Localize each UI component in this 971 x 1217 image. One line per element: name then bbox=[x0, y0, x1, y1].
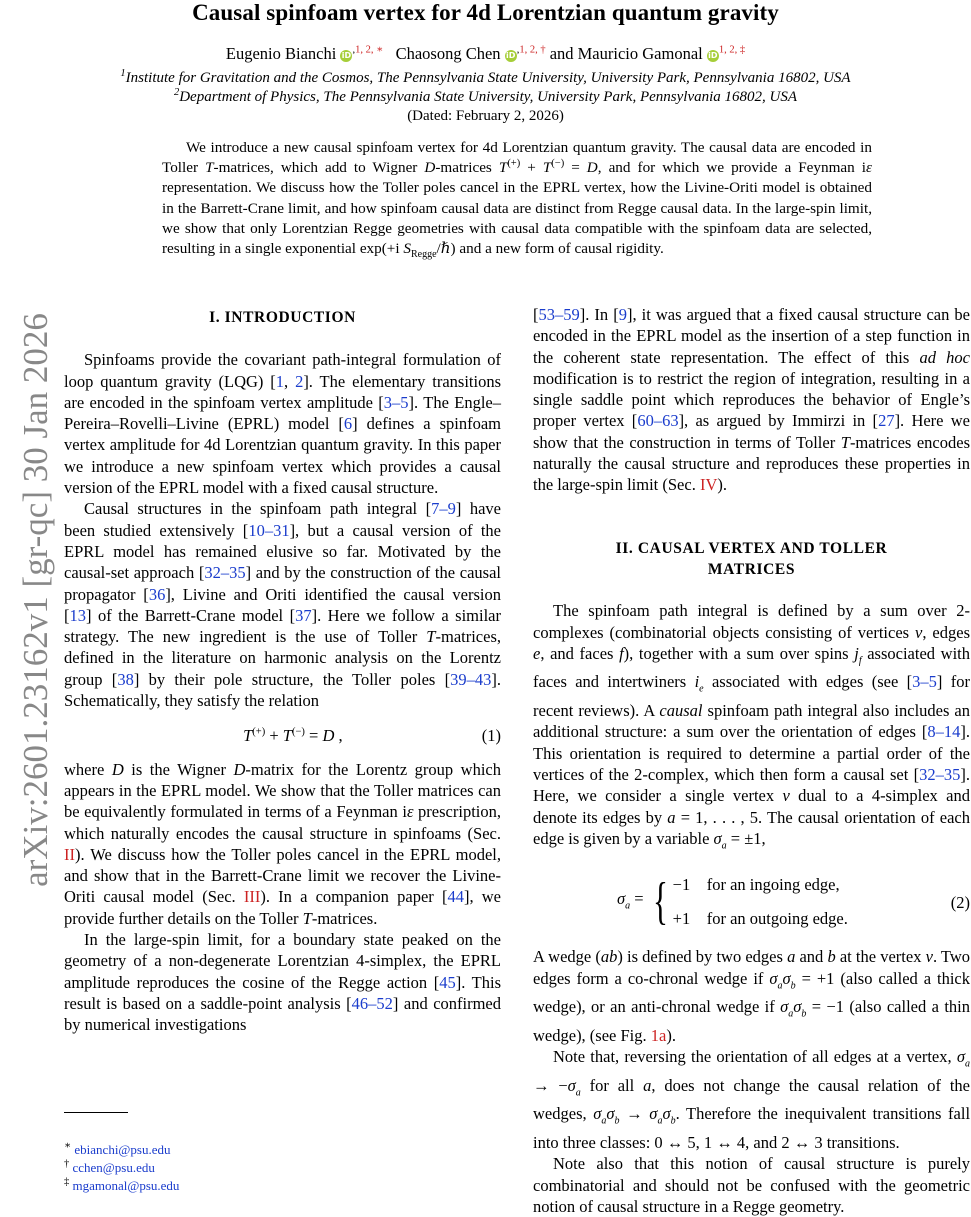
orcid-icon[interactable]: iD bbox=[341, 51, 352, 60]
citation-link[interactable]: 39–43 bbox=[450, 669, 492, 689]
section-link[interactable]: III bbox=[243, 887, 261, 907]
dated-line: (Dated: February 2, 2026) bbox=[407, 108, 564, 124]
citation-link[interactable]: 2 bbox=[295, 371, 304, 391]
citation-link[interactable]: 3–5 bbox=[383, 392, 409, 412]
author-name: Mauricio Gamonal bbox=[577, 44, 703, 63]
citation-link[interactable]: 45 bbox=[439, 972, 456, 992]
equation-number: (1) bbox=[481, 726, 501, 746]
figure-link[interactable]: 1a bbox=[650, 1025, 667, 1045]
footnote-mark: ‡ bbox=[64, 1176, 70, 1188]
email-link[interactable]: cchen@psu.edu bbox=[72, 1160, 155, 1175]
citation-link[interactable]: 27 bbox=[878, 411, 895, 431]
citation-link[interactable]: 6 bbox=[343, 414, 353, 434]
citation-link[interactable]: 10–31 bbox=[248, 520, 290, 540]
section-heading: II. CAUSAL VERTEX AND TOLLER MATRICES bbox=[615, 539, 888, 578]
author-list: Eugenio Bianchi $iD^{,1, 2, ∗}$ Chaosong Chen $iD^{,1, 2, \dagger}$ and Mauricio Gamonal $iD^{1, 2, \ddagger}$ bbox=[225, 44, 746, 63]
citation-link[interactable]: 1 bbox=[275, 371, 285, 391]
footnote-mark: † bbox=[64, 1158, 70, 1170]
paper-title: Causal spinfoam vertex for 4d Lorentzian quantum gravity bbox=[192, 0, 779, 25]
left-column: I. INTRODUCTION Spinfoams provide the covariant path-integral formulation of loop quantum gravity (LQG) [1, 2]. The elementary transitions are encoded in the spinfoam vertex amplitude [3–5]. The Engle–Pereira–Rovelli–Livine (EPRL) model [6] defines a spinfoam vertex amplitude for 4d Lorentzian quantum gravity. In this paper we introduce a new spinfoam vertex which provides a causal version of the EPRL model with a fixed causal structure. Causal structures in the spinfoam path integral [7–9] have been studied extensively [10–31], but a causal version of the EPRL model has remained elusive so far. Motivated by the causal-set approach [32–35] and by the construction of the causal propagator [36], Livine and Oriti identified the causal version [13] of the Barrett-Crane model [37]. Here we follow a similar strategy. The new ingredient is the use of Toller T-matrices, defined in the literature on harmonic analysis on the Lorentz group [38] by their pole structure, the Toller poles [39–43]. Schematically, they satisfy the relation T(+) + T(−) = D , (1) where D is the Wigner D-matrix for the Lorentz group which appears in the EPRL model. We show that the Toller matrices can be equivalently formulated in terms of a Feynman iε prescription, which naturally encodes the causal structure in spinfoams (Sec. II). We discuss how the Toller poles cancel in the EPRL model, and show that in the Barrett-Crane limit we recover the Livine-Oriti causal model (Sec. III). In a companion paper [44], we provide further details on the Toller T-matrices. In the large-spin limit, for a boundary state peaked on the geometry of a non-degenerate Lorentzian 4-simplex, the EPRL amplitude reproduces the cosine of the Regge action [45]. This result is based on a saddle-point analysis [46–52] and confirmed by numerical investigations bbox=[64, 309, 502, 1035]
email-link[interactable]: mgamonal@psu.edu bbox=[72, 1178, 180, 1193]
citation-link[interactable]: 53–59 bbox=[538, 305, 580, 324]
abstract: We introduce a new causal spinfoam vertex for 4d Lorentzian quantum gravity. The causal data are encoded in Toller T-matrices, which add to Wigner D-matrices T(+) + T(−) = D, and for which we provide a Feynman iε representation. We discuss how the Toller poles cancel in the EPRL vertex, how the Livine-Oriti model is obtained in the Barrett-Crane limit, and how spinfoam causal data are distinct from Regge causal data. In the large-spin limit, we show that only Lorentzian Regge geometries with causal data compatible with the spinfoam data are selected, resulting in a single exponential exp(+i $S_{Regge}/\hbar$) and a new form of causal rigidity. bbox=[162, 139, 872, 261]
orcid-icon[interactable]: iD bbox=[708, 51, 718, 60]
affiliation-num: 1 bbox=[120, 68, 126, 79]
citation-link[interactable]: 36 bbox=[148, 584, 166, 604]
footnote bbox=[64, 1178, 179, 1194]
section-link[interactable]: II bbox=[64, 844, 75, 864]
citation-link[interactable]: 13 bbox=[69, 605, 86, 625]
email-link[interactable]: ebianchi@psu.edu bbox=[74, 1142, 171, 1157]
citation-link[interactable]: 32–35 bbox=[204, 563, 246, 583]
orcid-icon[interactable]: iD bbox=[505, 51, 516, 60]
equation-1: T(+) + T(−) = D , (1) bbox=[243, 726, 501, 746]
footnote-rule bbox=[64, 1112, 128, 1113]
equation-number: (2) bbox=[950, 892, 970, 912]
citation-link[interactable]: 7–9 bbox=[431, 499, 456, 519]
equation-case: for an outgoing edge. bbox=[706, 909, 848, 929]
author-connector: and bbox=[549, 44, 574, 63]
citation-link[interactable]: 9 bbox=[618, 305, 627, 324]
section-heading: I. INTRODUCTION bbox=[209, 309, 356, 326]
author-name: Eugenio Bianchi bbox=[225, 44, 337, 63]
section-link[interactable]: IV bbox=[699, 475, 718, 495]
equation-case: for an ingoing edge, bbox=[706, 875, 840, 895]
author-affil-marks[interactable]: 1, 2, ‡ bbox=[718, 44, 746, 56]
footnote bbox=[64, 1160, 155, 1176]
author-affil-marks[interactable]: 1, 2, ∗ bbox=[355, 44, 384, 56]
affiliation-text: Institute for Gravitation and the Cosmos, The Pennsylvania State University, University Park, Pennsylvania 16802, USA bbox=[125, 70, 851, 86]
citation-link[interactable]: 32–35 bbox=[919, 764, 961, 784]
author-affil-marks[interactable]: 1, 2, † bbox=[519, 44, 546, 56]
affiliation-1 bbox=[0, 70, 971, 87]
author-name: Chaosong Chen bbox=[395, 44, 501, 63]
citation-link[interactable]: 60–63 bbox=[637, 411, 679, 431]
citation-link[interactable]: 8–14 bbox=[927, 722, 961, 742]
equation-2: $\sigma_a$ = { −1 for an ingoing edge, +1 for an outgoing edge. (2) bbox=[617, 873, 970, 931]
footnote bbox=[64, 1142, 170, 1158]
citation-link[interactable]: 44 bbox=[447, 887, 464, 907]
affiliation-text: Department of Physics, The Pennsylvania State University, University Park, Pennsylvania 16802, USA bbox=[179, 89, 798, 105]
footnote-mark: ∗ bbox=[64, 1140, 72, 1152]
citation-link[interactable]: 37 bbox=[295, 605, 312, 625]
arxiv-identifier: arXiv:2601.23162v1 [gr-qc] 30 Jan 2026 bbox=[16, 313, 55, 887]
citation-link[interactable]: 46–52 bbox=[351, 993, 393, 1013]
citation-link[interactable]: 38 bbox=[117, 669, 134, 689]
citation-link[interactable]: 3–5 bbox=[912, 672, 937, 692]
affiliation-2 bbox=[0, 89, 971, 106]
right-column: [53–59]. In [9], it was argued that a fixed causal structure can be encoded in the EPRL model as the insertion of a step function in the coherent state representation. The effect of this ad hoc modification is to restrict the region of integration, resulting in a single saddle point which reproduces the behavior of Engle’s proper vertex [60–63], as argued by Immirzi in [27]. Here we show that the construction in terms of Toller T-matrices encodes naturally the causal structure and reproduces these properties in the large-spin limit (Sec. IV). II. CAUSAL VERTEX AND TOLLER MATRICES The spinfoam path integral is defined by a sum over 2-complexes (combinatorial objects consisting of vertices v, edges e, and faces f), together with a sum over spins $j_f$ associated with faces and intertwiners $i_e$ associated with edges (see [3–5] for recent reviews). A causal spinfoam path integral also includes an additional structure: a sum over the orientation of edges [8–14]. This orientation is required to determine a partial order of the vertices of the 2-complex, which then form a causal set [32–35]. Here, we consider a single vertex v dual to a 4-simplex and denote its edges by a = 1, . . . , 5. The causal orientation of each edge is given by a variable $\sigma_a = \pm 1$, $\sigma_a$ = { −1 for an ingoing edge, +1 for an outgoing edge. (2) A wedge (ab) is defined by two edges a and b at the vertex v. Two edges form a co-chronal wedge if $\sigma_a\sigma_b = +1$ (also called a thick wedge), or an anti-chronal wedge if $\sigma_a\sigma_b = -1$ (also called a thin wedge), (see Fig. 1a). Note that, reversing the orientation of all edges at a vertex, $\sigma_a \to -\sigma_a$ for all a, does not change the causal relation of the wedges, $\sigma_a\sigma_b \to \sigma_a\sigma_b$. Therefore the inequivalent transitions fall into three classes: 0 ↔ 5, 1 ↔ 4, and 2 ↔ 3 transitions. Note also that this notion of causal structure is purely combinatorial and should not be confused with the geometric notion of causal structure in a Regge geometry. bbox=[533, 305, 971, 1216]
affiliation-num: 2 bbox=[173, 87, 180, 98]
